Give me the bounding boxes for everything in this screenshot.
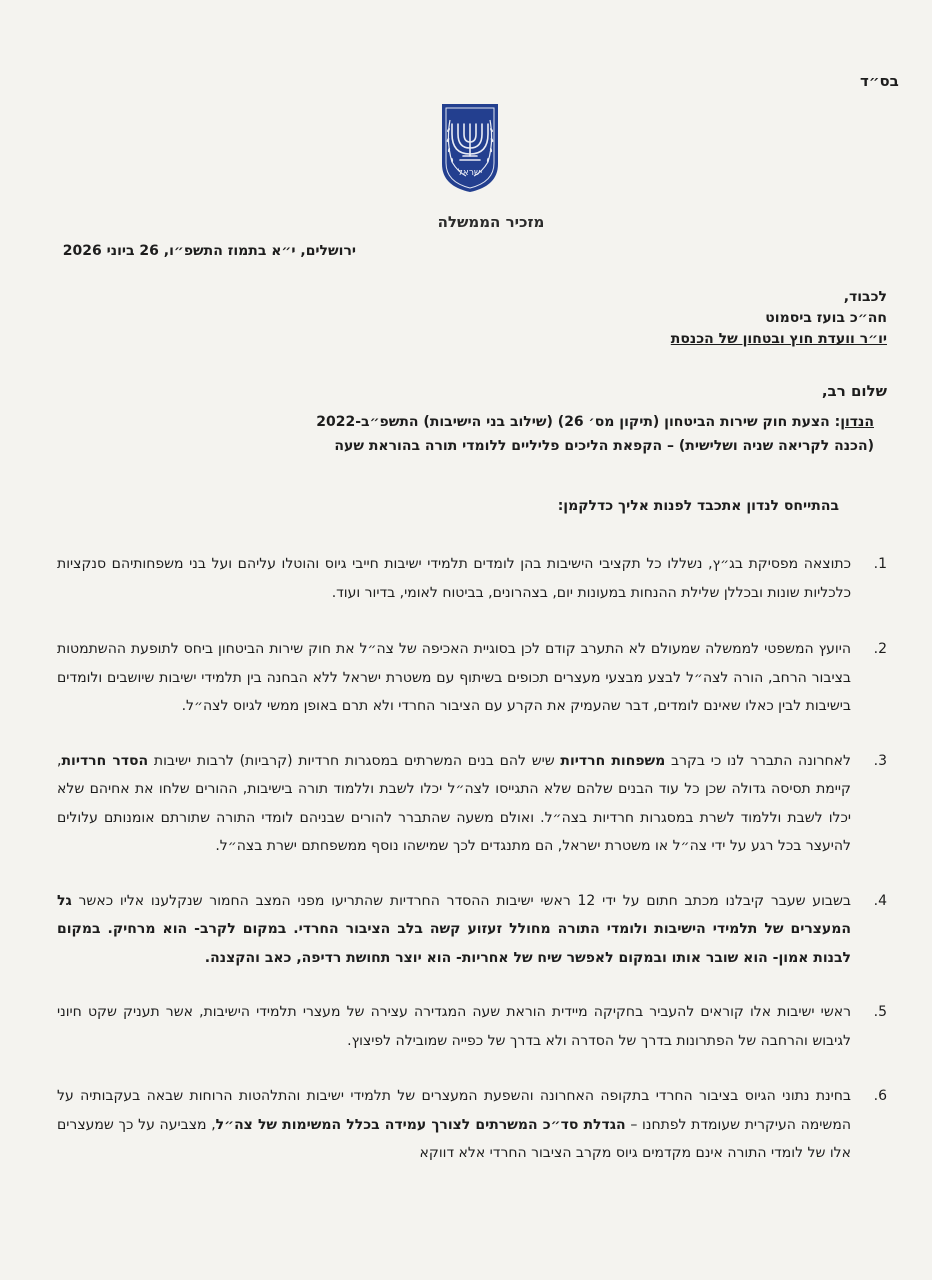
paragraph-4 bbox=[57, 887, 887, 973]
paragraph-text: בחינת נתוני הגיוס בציבור החרדי בתקופה האחרונה והשפעת המעצרים של תלמידי ישיבות והתלהטות הרוחות שבאה בעקבותיה על המשימה העיקרית שעומדת לפתחנו – bbox=[57, 1088, 851, 1133]
state-emblem-icon bbox=[438, 102, 502, 194]
paragraph-number: 4. bbox=[873, 892, 887, 909]
paragraph-number: 3. bbox=[873, 752, 887, 769]
paragraph-text: , קיימת תסיסה גדולה שכן כל עוד הבנים שלהם שלא התגייסו לצה״ל יכלו לשבת וללמוד תורה בישיבות, ההורים שלחו את אחיהם שלא יכלו לשבת וללמוד לשרת במסגרות חרדיות בצה״ל. ואולם משעה שהתברר להורים שבניהם לומדי התורה שתורתם אומנותם עלולים להיעצר בכל רגע על ידי צה״ל או משטרת ישראל, הם מתנגדים לכך שמישהו נוסף ממשפחתם ישרת בצה״ל. bbox=[57, 752, 851, 854]
emblem-text: ישראל bbox=[457, 168, 483, 178]
office-title-row bbox=[0, 212, 932, 231]
paragraph-text: שיש להם בנים המשרתים במסגרות חרדיות (קרביות) לרבות ישיבות bbox=[148, 752, 561, 769]
paragraph-text: כתוצאה מפסיקת בג״ץ, נשללו כל תקציבי הישיבות בהן לומדים תלמידי ישיבות חייבי גיוס והוטלו עליהם ועל בני משפחותיהם סנקציות כלכליות שונות ובכללן שלילת ההנחות במעונות יום, בצהרונים, בביטוח לאומי, בדיור ועוד. bbox=[57, 556, 851, 601]
paragraph-text: בשבוע שעבר קיבלנו מכתב חתום על ידי 12 ראשי ישיבות ההסדר החרדיות שהתריעו מפני המצב החמור שנקלענו אליו כאשר bbox=[71, 892, 851, 909]
paragraph-bold-text: משפחות חרדיות bbox=[560, 752, 666, 769]
paragraph-5 bbox=[57, 998, 887, 1055]
subject-block bbox=[154, 410, 874, 458]
subject-line-2: (הכנה לקריאה שניה ושלישית) – הקפאת הליכים פליליים ללומדי תורה בהוראת שעה bbox=[334, 438, 874, 454]
paragraph-2 bbox=[57, 635, 887, 721]
office-title: מזכיר הממשלה bbox=[437, 213, 545, 231]
numbered-paragraphs bbox=[57, 550, 887, 1168]
subject-label: הנדון bbox=[840, 414, 874, 430]
paragraph-6 bbox=[57, 1082, 887, 1168]
paragraph-number: 2. bbox=[873, 641, 887, 657]
addressee-line-2: חה״כ בועז ביסמוט bbox=[765, 310, 887, 326]
dateline: ירושלים, י״א בתמוז התשפ״ו, 26 ביוני 2026 bbox=[62, 243, 356, 259]
paragraph-bold-text: הגדלת סד״כ המשרתים לצורך עמידה בכלל המשימות של צה״ל bbox=[215, 1116, 626, 1133]
intro-line: בהתייחס לנדון אתכבד לפנות אליך כדלקמן: bbox=[557, 498, 839, 514]
paragraph-bold-text: גל המעצרים של תלמידי הישיבות ולומדי התורה מחולל זעזוע קשה בלב הציבור החרדי. במקום לקרב- הוא מרחיק. במקום לבנות אמון- הוא שובר אותו ובמקום לאפשר שיח של אחריות- הוא יוצר תחושת רדיפה, כאב והקצנה. bbox=[57, 892, 851, 966]
addressee-block bbox=[671, 287, 887, 350]
paragraph-number: 1. bbox=[873, 556, 887, 572]
paragraph-bold-text: הסדר חרדיות bbox=[61, 752, 149, 769]
paragraph-text: , מצביעה על כך שמעצרים אלו של לומדי התורה אינם מקדמים גיוס מקרב הציבור החרדי אלא דווקא bbox=[57, 1116, 851, 1161]
paragraph-number: 6. bbox=[873, 1088, 887, 1104]
greeting: שלום רב, bbox=[821, 382, 887, 400]
paragraph-text: ראשי ישיבות אלו קוראים להעביר בחקיקה מיידית הוראת שעה המגדירה עצירה של מעצרי תלמידי הישיבות, אשר תעניק שקט חיוני לגיבוש והרחבה של הפתרונות בדרך של הסדרה ולא בדרך של כפייה שמובילה לפיצוץ. bbox=[57, 1004, 851, 1049]
paragraph-3 bbox=[57, 747, 887, 861]
paragraph-1 bbox=[57, 550, 887, 607]
paragraph-number: 5. bbox=[873, 1004, 887, 1020]
addressee-line-1: לכבוד, bbox=[843, 289, 887, 305]
bsd-mark: בס״ד bbox=[860, 72, 899, 90]
subject-line-1-text: : הצעת חוק שירות הביטחון (תיקון מס׳ 26) (שילוב בני הישיבות) התשפ״ב-2022 bbox=[316, 414, 841, 430]
addressee-line-3: יו״ר וועדת חוץ ובטחון של הכנסת bbox=[670, 331, 887, 347]
paragraph-text: לאחרונה התברר לנו כי בקרב bbox=[665, 752, 851, 769]
subject-line-1 bbox=[154, 410, 874, 434]
paragraph-text: היועץ המשפטי לממשלה שמעולם לא התערב קודם לכן בסוגיית האכיפה של צה״ל את חוק שירות הביטחון ביחס לתופעת ההשתמטות בציבור הרחב, הורה לצה״ל לבצע מבצעי מעצרים תכופים בשיתוף עם משטרת ישראל ללא הבחנה בין תלמידי ישיבות שיושבים ולומדים בישיבות לבין כאלו שאינם לומדים, דבר שהעמיק את הקרע עם הציבור החרדי ולא תרם באופן ממשי לגיוס לצה״ל. bbox=[57, 641, 851, 714]
